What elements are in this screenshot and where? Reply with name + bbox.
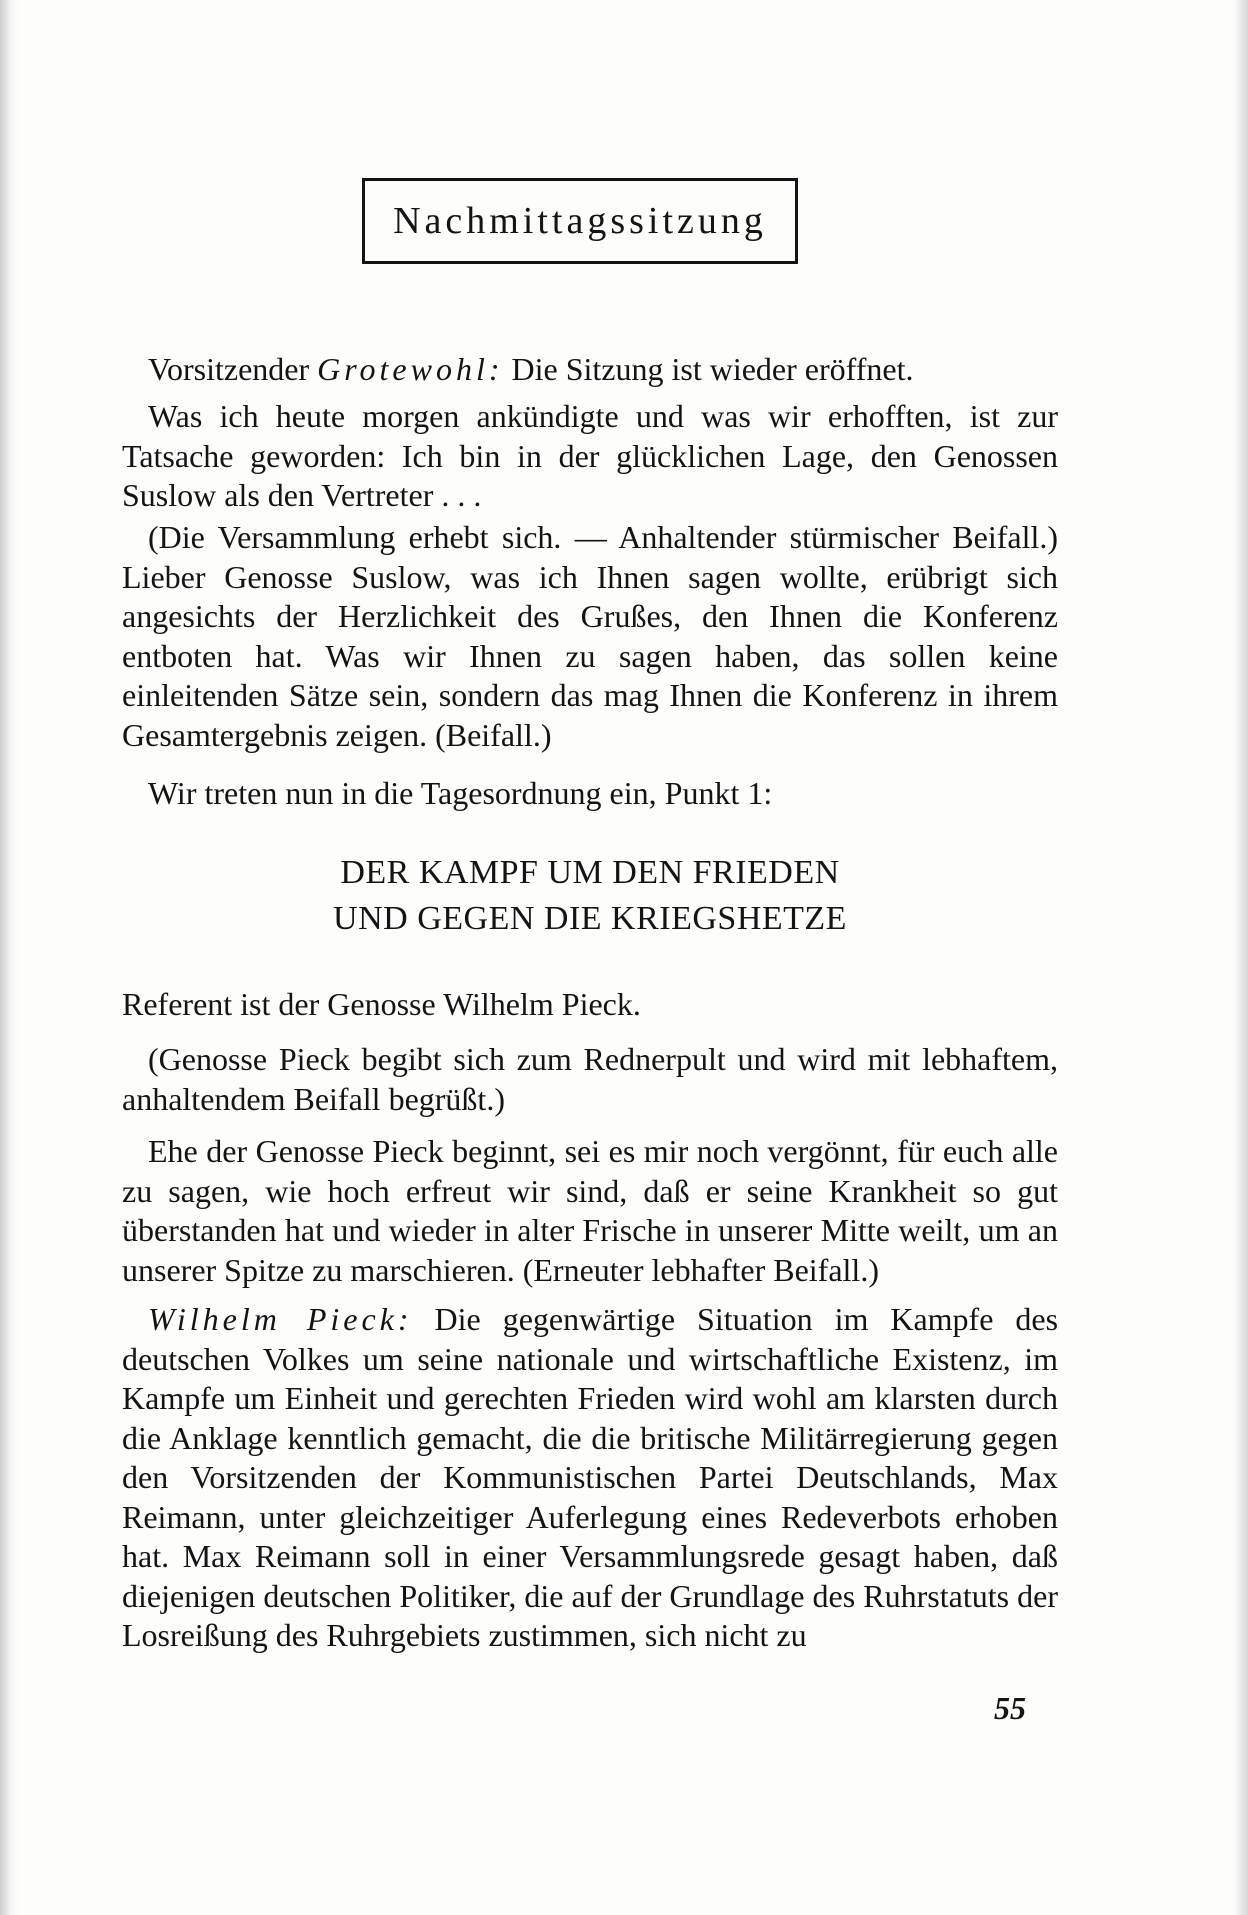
paragraph-6-text xyxy=(122,1300,1058,1656)
paragraph-1-text: Was ich heute morgen ankündigte und was wir erhofften, ist zur Tatsache geworden: Ich bin in der glücklichen Lage, den Genossen Suslow als den Vertreter . . . xyxy=(122,398,1058,513)
agenda-heading-line-2: UND GEGEN DIE KRIEGSHETZE xyxy=(333,900,847,937)
opening-block xyxy=(122,350,1058,390)
paragraph-5 xyxy=(122,1132,1058,1290)
speaker-speech: Die gegenwärtige Situation im Kampfe des deutschen Volkes um seine nationale und wirtschaftliche Existenz, im Kampfe um Einheit und gerechten Frieden wird wohl am klarsten durch die Anklage kenntlich gemacht, die die britische Militärregierung gegen den Vorsitzenden der Kommunistischen Partei Deutschlands, Max Reimann, unter gleichzeitiger Auferlegung eines Redeverbots erhoben hat. Max Reimann soll in einer Versammlungsrede gesagt haben, daß diejenigen deutschen Politiker, die auf der Grundlage des Ruhrstatuts der Losreißung des Ruhrgebiets zustimmen, sich nicht zu xyxy=(122,1301,1059,1653)
paragraph-2-text: (Die Versammlung erhebt sich. — Anhaltender stürmischer Beifall.) Lieber Genosse Suslow, was ich Ihnen sagen wollte, erübrigt sich angesichts der Herzlichkeit des Grußes, den Ihnen die Konferenz entboten hat. Was wir Ihnen zu sagen haben, das sollen keine einleitenden Sätze sein, sondern das mag Ihnen die Konferenz in ihrem Gesamtergebnis zeigen. (Beifall.) xyxy=(122,519,1058,753)
referent-text: Referent ist der Genosse Wilhelm Pieck. xyxy=(122,986,641,1022)
page-left-edge-shadow xyxy=(0,0,18,1915)
paragraph-3 xyxy=(122,774,1058,814)
agenda-heading xyxy=(122,850,1058,942)
referent-line xyxy=(122,985,1058,1025)
session-title-box xyxy=(362,178,798,264)
session-title: Nachmittagssitzung xyxy=(393,200,767,242)
agenda-heading-line-1: DER KAMPF UM DEN FRIEDEN xyxy=(340,854,840,891)
chair-opening-text: Die Sitzung ist wieder eröffnet. xyxy=(511,351,914,387)
chair-name: Grotewohl: xyxy=(317,351,504,387)
page-number: 55 xyxy=(994,1690,1026,1726)
paragraph-4-text: (Genosse Pieck begibt sich zum Rednerpult und wird mit lebhaftem, anhaltendem Beifall begrüßt.) xyxy=(122,1041,1058,1117)
page-right-edge-shadow xyxy=(1234,0,1248,1915)
paragraph-5-text: Ehe der Genosse Pieck beginnt, sei es mir noch vergönnt, für euch alle zu sagen, wie hoch erfreut wir sind, daß er seine Krankheit so gut überstanden hat und wieder in alter Frische in unserer Mitte weilt, um an unserer Spitze zu marschieren. (Erneuter lebhafter Beifall.) xyxy=(122,1133,1058,1288)
paragraph-6 xyxy=(122,1300,1058,1656)
paragraph-1 xyxy=(122,397,1058,516)
paragraph-2 xyxy=(122,518,1058,755)
paragraph-4 xyxy=(122,1040,1058,1119)
speaker-name: Wilhelm Pieck: xyxy=(148,1301,413,1337)
paragraph-3-text: Wir treten nun in die Tagesordnung ein, Punkt 1: xyxy=(148,775,773,811)
chair-opening-line xyxy=(122,350,1058,390)
chair-label: Vorsitzender xyxy=(148,351,310,387)
